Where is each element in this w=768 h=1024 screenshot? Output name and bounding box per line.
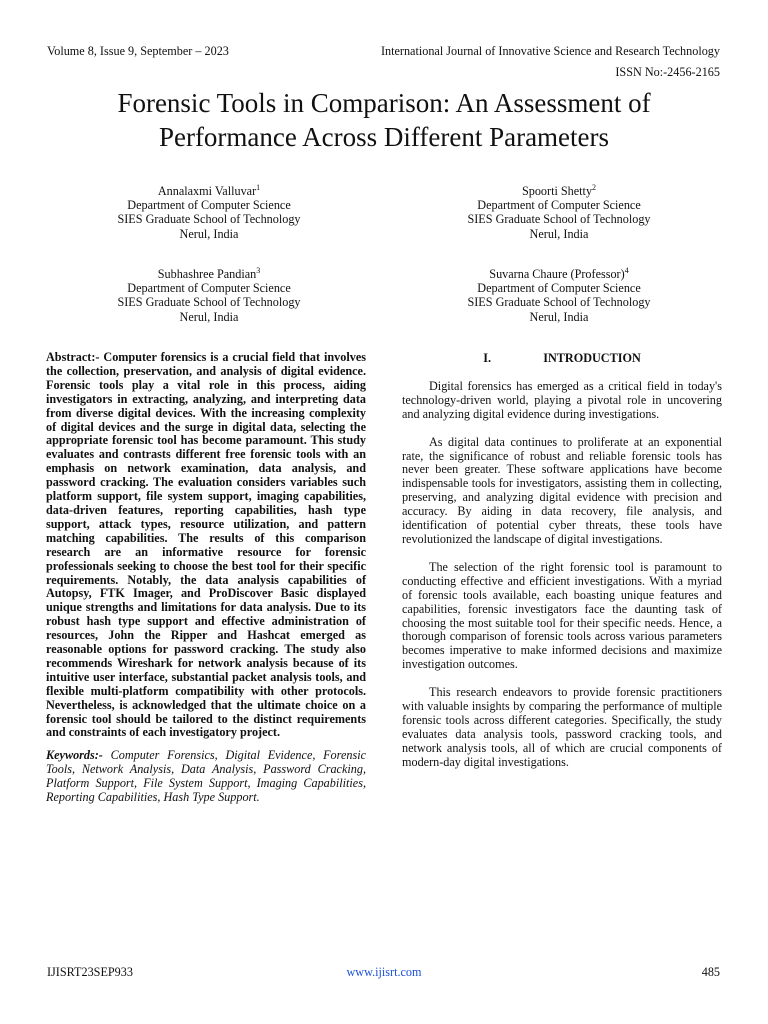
section-title: INTRODUCTION (543, 351, 641, 365)
author-name: Suvarna Chaure (Professor)$^4$ (489, 266, 629, 282)
left-column (46, 351, 366, 805)
author-school: SIES Graduate School of Technology (117, 212, 301, 227)
author-department: Department of Computer Science (477, 281, 641, 296)
header-issn: ISSN No:-2456-2165 (615, 65, 720, 79)
section-number: I. (483, 351, 492, 365)
intro-paragraph-1: Digital forensics has emerged as a critical field in today's technology-driven world, playing a pivotal role in uncovering and analyzing digital evidence during investigations. (402, 378, 722, 421)
author-department: Department of Computer Science (127, 198, 291, 213)
footer-paper-id: IJISRT23SEP933 (47, 965, 133, 979)
footer-page-number: 485 (701, 965, 720, 979)
title-line-2: Performance Across Different Parameters (158, 122, 610, 152)
author-school: SIES Graduate School of Technology (117, 295, 301, 310)
keywords (46, 749, 366, 805)
keywords-label: Keywords:- (46, 748, 103, 763)
keywords-text: Computer Forensics, Digital Evidence, Forensic Tools, Network Analysis, Data Analysis, Password Cracking, Platform Support, File System Support, Imaging Capabilities, Reporting Capabilities, Hash Type Support. (46, 748, 366, 805)
author-name: Spoorti Shetty$^2$ (521, 183, 597, 199)
intro-paragraph-2: As digital data continues to proliferate at an exponential rate, the significance of robust and reliable forensic tools has never been greater. These software applications have become indispensable tools for investigators, assisting them in collecting, preserving, and analyzing digital evidence with precision and accuracy. By aiding in data recovery, file analysis, and identification of potential cyber threats, these tools have revolutionized the landscape of digital investigations. (402, 434, 722, 546)
author-name: Annalaxmi Valluvar$^1$ (157, 183, 261, 199)
author-city: Nerul, India (179, 226, 239, 241)
author-block-1 (84, 181, 334, 241)
author-city: Nerul, India (529, 226, 589, 241)
abstract: Abstract:- Computer forensics is a crucial field that involves the collection, preservation, and analysis of digital evidence. Forensic tools play a vital role in this process, aiding investigators in extracting, analyzing, and interpreting data from diverse digital devices. With the increasing complexity of digital devices and the surge in digital data, selecting the appropriate forensic tool has become paramount. This study evaluates and contrasts different free forensic tools with an emphasis on network examination, data analysis, and password cracking. The evaluation considers variables such platform support, file system support, imaging capabilities, data-driven features, reporting capabilities, hash type support, attack types, resource utilization, and pattern matching capabilities. The results of this comparison research are an informative resource for forensic professionals seeking to choose the best tool for their specific requirements. Notably, the data analysis capabilities of Autopsy, FTK Imager, and ProDiscover Basic displayed unique strengths and limitations for data analysis. Due to its robust hash type support and effective administration of resources, John the Ripper and Hashcat emerged as reasonable options for password cracking. The study also recommends Wireshark for network analysis because of its intuitive user interface, substantial packet analysis tools, and flexible multi-platform compatibility with other protocols. Nevertheless, is acknowledged that the ultimate choice on a forensic tool should be tailored to the distinct requirements and constraints of each investigatory project. (46, 350, 366, 740)
author-school: SIES Graduate School of Technology (467, 295, 651, 310)
author-block-4 (434, 264, 684, 324)
author-city: Nerul, India (529, 309, 589, 324)
header-journal: International Journal of Innovative Science and Research Technology (380, 44, 720, 58)
right-column (402, 351, 722, 784)
author-school: SIES Graduate School of Technology (467, 212, 651, 227)
title-line-1: Forensic Tools in Comparison: An Assessment of (117, 88, 651, 118)
intro-paragraph-4: This research endeavors to provide forensic practitioners with valuable insights by comparing the performance of multiple forensic tools across different categories. Specifically, the study evaluates data analysis tools, password cracking tools, and network analysis tools, all of which are crucial components of modern-day digital investigations. (402, 685, 722, 769)
author-department: Department of Computer Science (477, 198, 641, 213)
author-department: Department of Computer Science (127, 281, 291, 296)
header-volume: Volume 8, Issue 9, September – 2023 (47, 44, 229, 58)
author-block-3 (84, 264, 334, 324)
intro-paragraph-3: The selection of the right forensic tool is paramount to conducting effective and efficient investigations. With a myriad of forensic tools available, each boasting unique features and capabilities, forensic investigators face the daunting task of choosing the most suitable tool for their specific needs. Hence, a thorough comparison of forensic tools across various parameters becomes imperative to make informed decisions and maximize investigation outcomes. (402, 559, 722, 672)
author-city: Nerul, India (179, 309, 239, 324)
author-name: Subhashree Pandian$^3$ (157, 266, 261, 282)
footer-website-link[interactable]: www.ijisrt.com (346, 965, 422, 979)
paper-title (40, 86, 728, 154)
author-block-2 (434, 181, 684, 241)
section-heading-introduction (402, 351, 722, 366)
